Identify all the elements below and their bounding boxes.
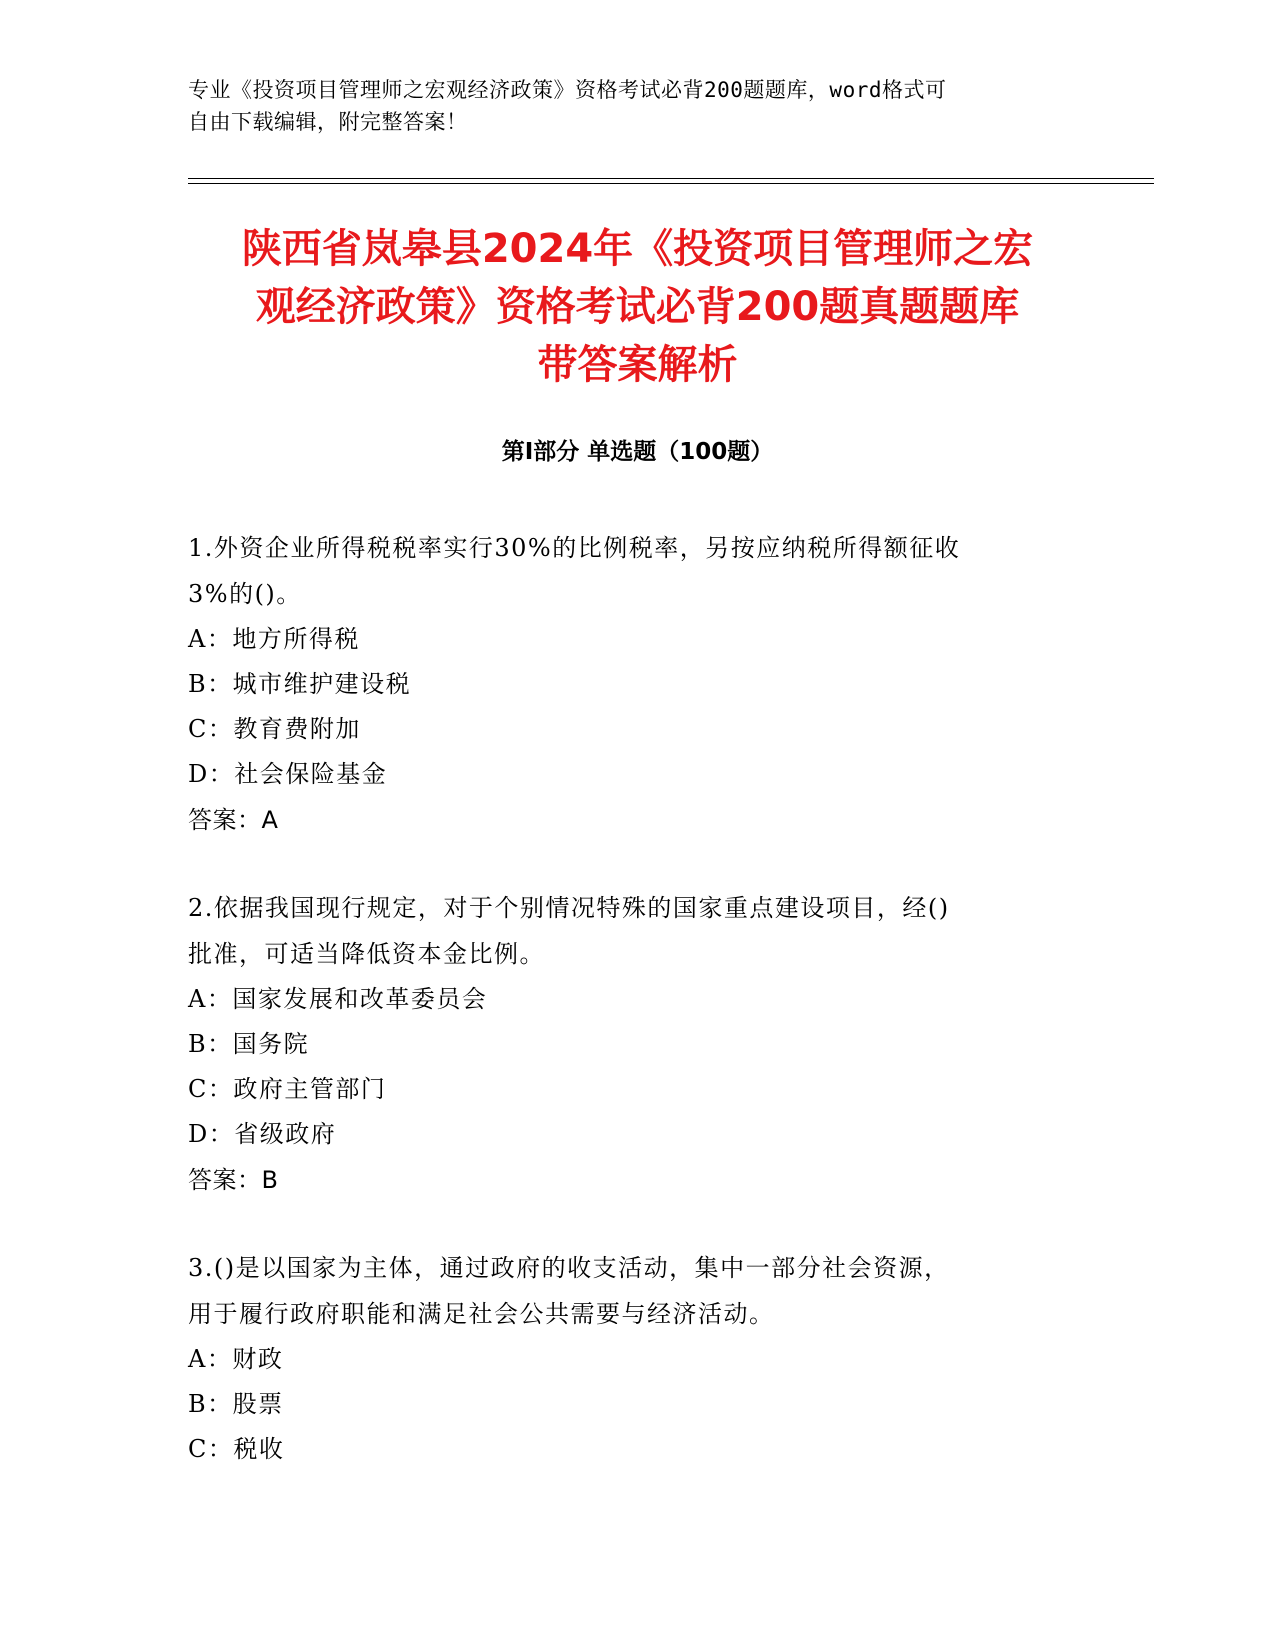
option-b: B：股票 — [188, 1390, 284, 1418]
option-a: A：国家发展和改革委员会 — [188, 985, 488, 1013]
question-stem: 用于履行政府职能和满足社会公共需要与经济活动。 — [188, 1300, 775, 1328]
header-line-2: 自由下载编辑，附完整答案！ — [188, 110, 468, 134]
question-stem: 批准，可适当降低资本金比例。 — [188, 940, 545, 968]
question-stem: 2.依据我国现行规定，对于个别情况特殊的国家重点建设项目，经() — [188, 894, 950, 922]
option-b: B：城市维护建设税 — [188, 670, 412, 698]
document-header — [188, 74, 1088, 138]
answer: 答案：A — [188, 806, 279, 834]
option-b: B：国务院 — [188, 1030, 310, 1058]
title-line-2: 观经济政策》资格考试必背200题真题题库 — [255, 284, 1020, 330]
option-d: D：省级政府 — [188, 1120, 337, 1148]
document-title — [160, 220, 1115, 394]
question-list — [188, 525, 1068, 1514]
question-3 — [188, 1245, 1068, 1472]
option-d: D：社会保险基金 — [188, 760, 388, 788]
title-line-3: 带答案解析 — [537, 342, 738, 388]
question-2 — [188, 885, 1068, 1203]
header-divider-top — [188, 178, 1154, 179]
section-heading: 第Ⅰ部分 单选题（100题） — [501, 439, 774, 465]
question-stem: 3%的()。 — [188, 580, 302, 608]
question-stem: 1.外资企业所得税税率实行30%的比例税率，另按应纳税所得额征收 — [188, 534, 961, 562]
option-c: C：税收 — [188, 1435, 285, 1463]
option-a: A：地方所得税 — [188, 625, 360, 653]
header-line-1: 专业《投资项目管理师之宏观经济政策》资格考试必背200题题库，word格式可 — [188, 78, 947, 102]
answer: 答案：B — [188, 1166, 279, 1194]
question-stem: 3.()是以国家为主体，通过政府的收支活动，集中一部分社会资源， — [188, 1254, 950, 1282]
title-line-1: 陕西省岚皋县2024年《投资项目管理师之宏 — [241, 226, 1034, 272]
option-c: C：教育费附加 — [188, 715, 361, 743]
option-a: A：财政 — [188, 1345, 284, 1373]
question-1 — [188, 525, 1068, 843]
header-divider-bottom — [188, 183, 1154, 184]
option-c: C：政府主管部门 — [188, 1075, 387, 1103]
